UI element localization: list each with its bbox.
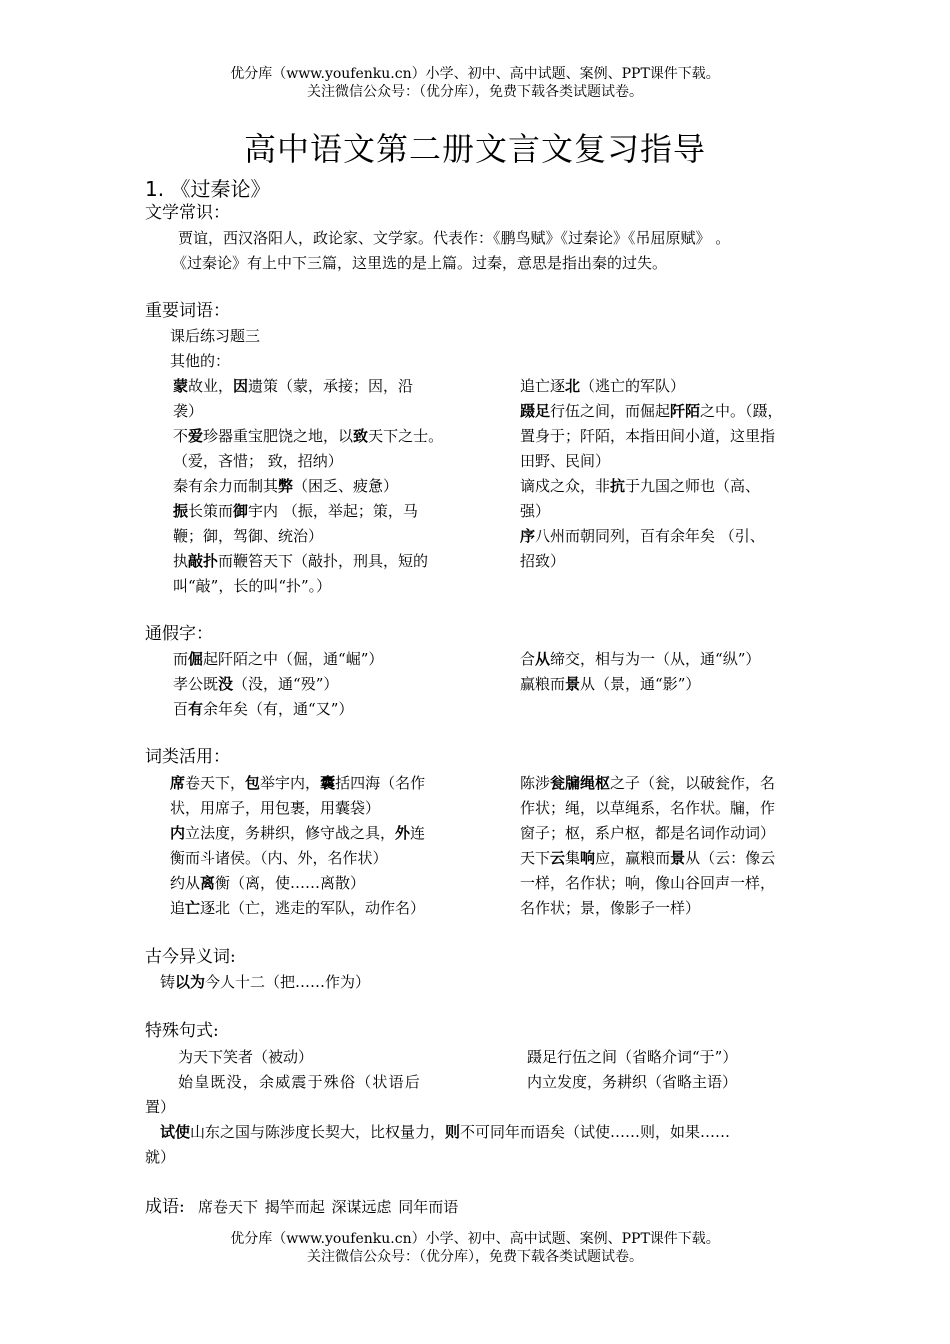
text-line: 不爱珍器重宝肥饶之地，以致天下之士。 (173, 427, 444, 445)
tongjia-left-column (173, 647, 493, 722)
footer-line-1: 优分库（www.youfenku.cn）小学、初中、高中试题、案例、PPT课件下载。 (230, 1231, 720, 1247)
text-line: 蒙故业，因遗策（蒙，承接；因，沿 (173, 377, 414, 395)
special-left-1: 为天下笑者（被动） (178, 1048, 314, 1066)
text-line: 序八州而朝同列，百有余年矣 （引、 (520, 527, 765, 545)
text-line: 招致） (520, 552, 566, 570)
header-line-1: 优分库（www.youfenku.cn）小学、初中、高中试题、案例、PPT课件下载。 (230, 66, 720, 82)
literary-line-1: 贾谊，西汉洛阳人，政论家、文学家。代表作：《鹏鸟赋》《过秦论》《吊屈原赋》 。 (178, 229, 731, 247)
text-line: 试使山东之国与陈涉度长契大，比权量力，则不可同年而语矣（试使……则，如果…… (160, 1123, 731, 1141)
text-line: 百有余年矣（有，通“又”） (173, 700, 354, 718)
idioms-label: 成语: (145, 1197, 185, 1217)
words-left-column (173, 374, 473, 599)
text-line: 状，用席子，用包裹，用囊袋） (170, 799, 381, 817)
words-sub-1: 课后练习题三 (170, 327, 261, 345)
text-line: 陈涉瓮牖绳枢之子（瓮，以破瓮作，名 (520, 774, 776, 792)
section-heading: 1. 《过秦论》 (145, 177, 271, 201)
cilei-left-column (170, 771, 470, 921)
words-sub-2: 其他的： (170, 352, 231, 370)
text-line: 孝公既没（没，通“殁”） (173, 675, 339, 693)
text-line: 追亡逐北（逃亡的军队） (520, 377, 686, 395)
special-right-1: 蹑足行伍之间（省略介词“于”） (527, 1048, 738, 1066)
text-line: 铸以为今人十二（把……作为） (160, 973, 371, 991)
text-line: 谪戍之众，非抗于九国之师也（高、 (520, 477, 761, 495)
text-line: 作状；绳，以草绳系，名作状。牖，作 (520, 799, 776, 817)
text-line: 袭） (173, 402, 204, 420)
text-line: 蹑足行伍之间，而倔起阡陌之中。（蹑， (520, 402, 783, 420)
special-right-2: 内立发度，务耕织（省略主语） (527, 1073, 738, 1091)
text-line: 而倔起阡陌之中（倔，通“崛”） (173, 650, 384, 668)
tongjia-label: 通假字： (145, 624, 213, 644)
text-line: 衡而斗诸侯。（内、外，名作状） (170, 849, 388, 867)
text-line: 席卷天下，包举宇内，囊括四海（名作 (170, 774, 426, 792)
text-line: 鞭；御，驾御、统治） (173, 527, 324, 545)
special-left-3: 置） (145, 1098, 176, 1116)
special-line-5: 就） (145, 1148, 176, 1166)
literary-label: 文学常识： (145, 203, 230, 223)
text-line: 天下云集响应，赢粮而景从（云：像云 (520, 849, 776, 867)
text-line: 秦有余力而制其弊（困乏、疲惫） (173, 477, 399, 495)
text-line: 田野、民间） (520, 452, 611, 470)
text-line: 一样，名作状；响，像山谷回声一样， (520, 874, 776, 892)
text-line: 赢粮而景从（景，通“影”） (520, 675, 701, 693)
tongjia-right-column (520, 647, 840, 697)
special-left-2: 始皇既没，余威震于殊俗（状语后 (178, 1073, 422, 1091)
text-line: 名作状；景，像影子一样） (520, 899, 701, 917)
words-label: 重要词语： (145, 301, 230, 321)
cilei-label: 词类活用： (145, 747, 230, 767)
text-line: 置身于；阡陌，本指田间小道，这里指 (520, 427, 776, 445)
words-right-column (520, 374, 820, 574)
text-line: 振长策而御宇内 （振，举起；策，马 (173, 502, 418, 520)
page-title: 高中语文第二册文言文复习指导 (243, 130, 706, 168)
text-line: 约从离衡（离，使……离散） (170, 874, 366, 892)
footer-line-2: 关注微信公众号：（优分库），免费下载各类试题试卷。 (307, 1249, 643, 1265)
text-line: 叫“敲”，长的叫“扑”。） (173, 577, 332, 595)
cilei-right-column (520, 771, 820, 921)
text-line: （爱，吝惜； 致，招纳） (173, 452, 343, 470)
gujin-line (160, 970, 560, 995)
text-line: 强） (520, 502, 551, 520)
text-line: 合从缔交，相与为一（从，通“纵”） (520, 650, 761, 668)
idioms-list: 席卷天下 揭竿而起 深谋远虑 同年而语 (198, 1198, 459, 1216)
text-line: 追亡逐北（亡，逃走的军队，动作名） (170, 899, 426, 917)
text-line: 执敲扑而鞭笞天下（敲扑，刑具，短的 (173, 552, 429, 570)
special-label: 特殊句式: (145, 1021, 219, 1041)
gujin-label: 古今异义词: (145, 947, 236, 967)
literary-line-2: 《过秦论》有上中下三篇，这里选的是上篇。过秦，意思是指出秦的过失。 (172, 254, 668, 272)
header-line-2: 关注微信公众号：（优分库），免费下载各类试题试卷。 (307, 84, 643, 100)
text-line: 窗子；枢，系户枢，都是名词作动词） (520, 824, 776, 842)
special-line-4 (160, 1120, 820, 1145)
text-line: 内立法度，务耕织，修守战之具，外连 (170, 824, 426, 842)
